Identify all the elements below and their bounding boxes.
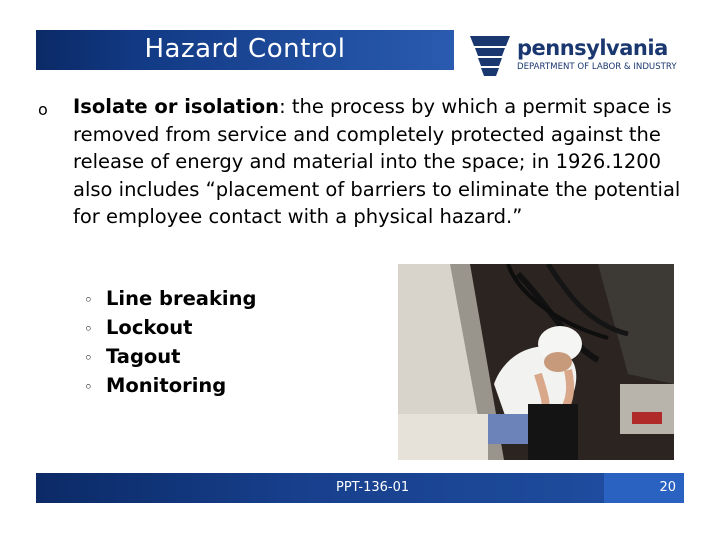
footer-code: PPT-136-01 [336, 480, 410, 495]
title-bar [36, 30, 454, 70]
list-item [84, 314, 256, 343]
list-item [84, 285, 256, 314]
list-item-label: Lockout [106, 316, 193, 339]
definition-paragraph [73, 93, 693, 231]
keystone-icon [466, 30, 516, 80]
logo-wordmark: pennsylvania [517, 36, 668, 60]
definition-text: : the process by which a permit space is removed from service and completely protected against the release of energy and material into the space; in 1926.1200 also includes “placement of barriers to eliminate the potential for employee contact with a physical hazard.” [73, 95, 681, 228]
list-item [84, 343, 256, 372]
bullet-circle-icon: ◦ [84, 320, 93, 338]
footer-bar [36, 473, 684, 503]
sub-bullet-list [84, 285, 256, 401]
page-number: 20 [659, 480, 676, 495]
bullet-circle-icon: ◦ [84, 349, 93, 367]
logo-subtitle: DEPARTMENT OF LABOR & INDUSTRY [517, 62, 677, 72]
list-item-label: Monitoring [106, 374, 227, 397]
pennsylvania-logo [466, 30, 690, 80]
bullet-circle-icon: ◦ [84, 291, 93, 309]
bullet-circle-icon: ◦ [84, 378, 93, 396]
definition-term: Isolate or isolation [73, 95, 280, 118]
list-item-label: Tagout [106, 345, 181, 368]
list-item-label: Line breaking [106, 287, 257, 310]
list-item [84, 372, 256, 401]
worker-in-permit-space-photo [398, 264, 674, 460]
slide-title: Hazard Control [144, 34, 346, 64]
bullet-marker: o [38, 100, 48, 119]
